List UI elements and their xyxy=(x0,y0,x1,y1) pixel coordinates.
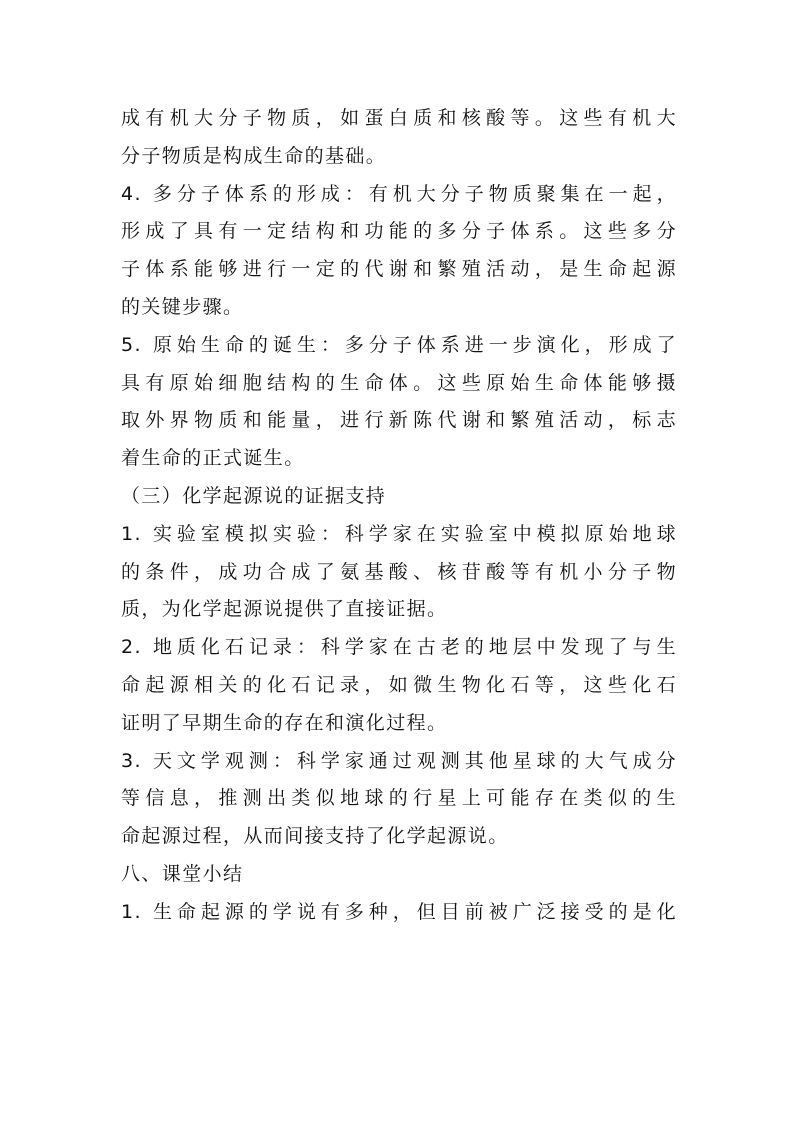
list-item-3-heading: 3. 天文学观测：科学家通过观测其他星球的大气成分 xyxy=(121,749,677,772)
paragraph-line: 的关键步骤。 xyxy=(121,295,244,318)
paragraph-line: 证明了早期生命的存在和演化过程。 xyxy=(121,711,448,734)
paragraph-line: 着生命的正式诞生。 xyxy=(121,447,305,470)
paragraph-line: 分子物质是构成生命的基础。 xyxy=(121,144,387,167)
list-item-4-heading: 4. 多分子体系的形成：有机大分子物质聚集在一起， xyxy=(121,182,677,205)
list-item-5-heading: 5. 原始生命的诞生：多分子体系进一步演化，形成了 xyxy=(121,333,677,356)
paragraph-line: 命起源相关的化石记录，如微生物化石等，这些化石 xyxy=(121,673,677,696)
paragraph-line: 命起源过程，从而间接支持了化学起源说。 xyxy=(121,825,509,848)
paragraph-line: 等信息，推测出类似地球的行星上可能存在类似的生 xyxy=(121,787,677,810)
chapter-heading: 八、课堂小结 xyxy=(121,862,244,885)
section-heading: （三）化学起源说的证据支持 xyxy=(121,484,387,507)
paragraph-line: 成有机大分子物质，如蛋白质和核酸等。这些有机大 xyxy=(121,107,677,129)
document-body xyxy=(121,100,677,932)
paragraph-line: 质，为化学起源说提供了直接证据。 xyxy=(121,598,448,621)
paragraph-line: 具有原始细胞结构的生命体。这些原始生命体能够摄 xyxy=(121,371,677,394)
paragraph-line: 取外界物质和能量，进行新陈代谢和繁殖活动，标志 xyxy=(121,409,677,432)
list-item-2-heading: 2. 地质化石记录：科学家在古老的地层中发现了与生 xyxy=(121,636,677,659)
paragraph-line: 子体系能够进行一定的代谢和繁殖活动，是生命起源 xyxy=(121,258,677,281)
paragraph-line: 的条件，成功合成了氨基酸、核苷酸等有机小分子物 xyxy=(121,560,677,583)
list-item-1-heading: 1. 实验室模拟实验：科学家在实验室中模拟原始地球 xyxy=(121,522,677,545)
summary-item-1: 1. 生命起源的学说有多种，但目前被广泛接受的是化 xyxy=(121,900,677,923)
paragraph-line: 形成了具有一定结构和功能的多分子体系。这些多分 xyxy=(121,220,677,243)
